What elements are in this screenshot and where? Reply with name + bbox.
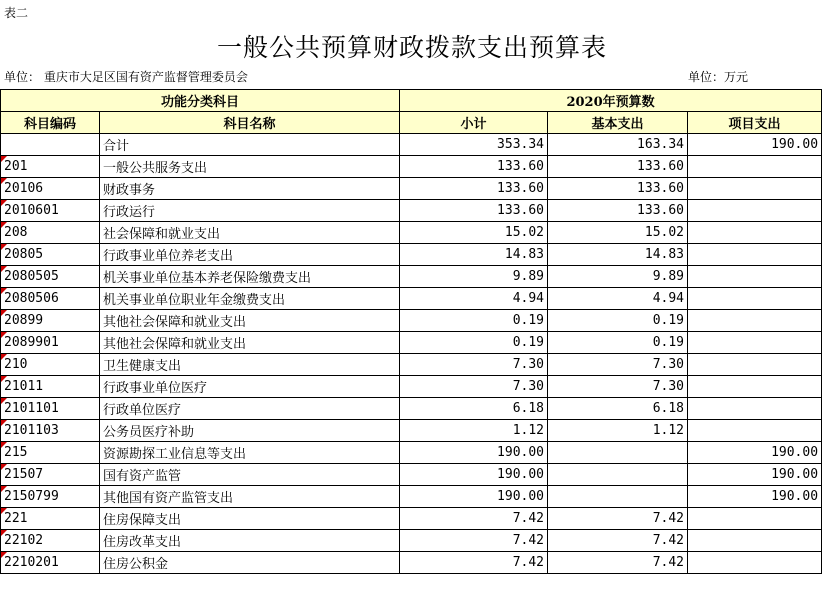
cell-name[interactable]: 合计: [100, 134, 400, 156]
header-subtotal: 小计: [400, 112, 548, 134]
cell-subtotal[interactable]: 6.18: [400, 398, 548, 420]
cell-name[interactable]: 住房改革支出: [100, 530, 400, 552]
cell-basic-expense[interactable]: 9.89: [548, 266, 688, 288]
cell-basic-expense[interactable]: 7.42: [548, 508, 688, 530]
header-functional-classification: 功能分类科目: [1, 90, 400, 112]
comment-marker-icon: [1, 222, 7, 228]
table-row: [1, 464, 822, 486]
table-body: [1, 134, 822, 574]
cell-code[interactable]: [1, 464, 100, 486]
comment-marker-icon: [1, 156, 7, 162]
cell-project-expense[interactable]: 190.00: [688, 464, 822, 486]
code-text: 2150799: [4, 489, 59, 504]
code-text: 22102: [4, 533, 44, 548]
code-text: 215: [4, 445, 28, 460]
code-text: 2101103: [4, 423, 59, 438]
cell-name[interactable]: 行政事业单位养老支出: [100, 244, 400, 266]
cell-subtotal[interactable]: 7.30: [400, 376, 548, 398]
comment-marker-icon: [1, 398, 7, 404]
cell-project-expense[interactable]: [688, 332, 822, 354]
cell-project-expense[interactable]: [688, 266, 822, 288]
cell-basic-expense[interactable]: [548, 464, 688, 486]
cell-code[interactable]: [1, 354, 100, 376]
cell-name[interactable]: 其他国有资产监管支出: [100, 486, 400, 508]
cell-basic-expense[interactable]: 6.18: [548, 398, 688, 420]
comment-marker-icon: [1, 288, 7, 294]
cell-code[interactable]: [1, 508, 100, 530]
cell-name[interactable]: 卫生健康支出: [100, 354, 400, 376]
cell-basic-expense[interactable]: 7.42: [548, 530, 688, 552]
comment-marker-icon: [1, 332, 7, 338]
table-row: [1, 376, 822, 398]
cell-code[interactable]: [1, 178, 100, 200]
cell-code[interactable]: [1, 244, 100, 266]
header-project-expense: 项目支出: [688, 112, 822, 134]
cell-code[interactable]: [1, 310, 100, 332]
code-text: 208: [4, 225, 28, 240]
cell-code[interactable]: [1, 376, 100, 398]
comment-marker-icon: [1, 552, 7, 558]
cell-subtotal[interactable]: 7.42: [400, 508, 548, 530]
cell-project-expense[interactable]: 190.00: [688, 486, 822, 508]
comment-marker-icon: [1, 420, 7, 426]
cell-name[interactable]: 资源勘探工业信息等支出: [100, 442, 400, 464]
code-text: 20106: [4, 181, 44, 196]
code-text: 20805: [4, 247, 44, 262]
cell-project-expense[interactable]: [688, 288, 822, 310]
header-basic-expense: 基本支出: [548, 112, 688, 134]
cell-subtotal[interactable]: 190.00: [400, 486, 548, 508]
cell-name[interactable]: 行政运行: [100, 200, 400, 222]
cell-subtotal[interactable]: 133.60: [400, 200, 548, 222]
comment-marker-icon: [1, 530, 7, 536]
comment-marker-icon: [1, 310, 7, 316]
comment-marker-icon: [1, 486, 7, 492]
cell-name[interactable]: 国有资产监管: [100, 464, 400, 486]
cell-basic-expense[interactable]: 14.83: [548, 244, 688, 266]
cell-name[interactable]: 其他社会保障和就业支出: [100, 332, 400, 354]
cell-code[interactable]: [1, 552, 100, 574]
table-row: [1, 266, 822, 288]
cell-subtotal[interactable]: 0.19: [400, 310, 548, 332]
code-text: 210: [4, 357, 28, 372]
cell-basic-expense[interactable]: 163.34: [548, 134, 688, 156]
cell-code[interactable]: [1, 134, 100, 156]
cell-subtotal[interactable]: 7.42: [400, 530, 548, 552]
cell-project-expense[interactable]: 190.00: [688, 134, 822, 156]
code-text: 2210201: [4, 555, 59, 570]
header-name: 科目名称: [100, 112, 400, 134]
cell-name[interactable]: 行政单位医疗: [100, 398, 400, 420]
cell-subtotal[interactable]: 353.34: [400, 134, 548, 156]
cell-project-expense[interactable]: [688, 244, 822, 266]
cell-project-expense[interactable]: [688, 508, 822, 530]
table-row: [1, 354, 822, 376]
comment-marker-icon: [1, 354, 7, 360]
cell-subtotal[interactable]: 133.60: [400, 178, 548, 200]
cell-project-expense[interactable]: 190.00: [688, 442, 822, 464]
table-row: [1, 178, 822, 200]
cell-project-expense[interactable]: [688, 354, 822, 376]
code-text: 21011: [4, 379, 44, 394]
cell-basic-expense[interactable]: 0.19: [548, 310, 688, 332]
cell-basic-expense[interactable]: 7.42: [548, 552, 688, 574]
cell-project-expense[interactable]: [688, 156, 822, 178]
cell-subtotal[interactable]: 4.94: [400, 288, 548, 310]
cell-basic-expense[interactable]: 133.60: [548, 156, 688, 178]
header-code: 科目编码: [1, 112, 100, 134]
table-number-label: 表二: [4, 6, 29, 20]
cell-project-expense[interactable]: [688, 376, 822, 398]
cell-subtotal[interactable]: 190.00: [400, 442, 548, 464]
cell-name[interactable]: 行政事业单位医疗: [100, 376, 400, 398]
cell-code[interactable]: [1, 530, 100, 552]
comment-marker-icon: [1, 200, 7, 206]
table-row: [1, 244, 822, 266]
cell-basic-expense[interactable]: 133.60: [548, 200, 688, 222]
cell-name[interactable]: 社会保障和就业支出: [100, 222, 400, 244]
cell-name[interactable]: 机关事业单位基本养老保险缴费支出: [100, 266, 400, 288]
cell-project-expense[interactable]: [688, 200, 822, 222]
cell-basic-expense[interactable]: 4.94: [548, 288, 688, 310]
budget-table: [0, 89, 822, 574]
cell-code[interactable]: [1, 486, 100, 508]
cell-basic-expense[interactable]: [548, 442, 688, 464]
cell-subtotal[interactable]: 14.83: [400, 244, 548, 266]
table-row: [1, 442, 822, 464]
cell-name[interactable]: 一般公共服务支出: [100, 156, 400, 178]
cell-project-expense[interactable]: [688, 398, 822, 420]
cell-code[interactable]: [1, 332, 100, 354]
cell-name[interactable]: 住房保障支出: [100, 508, 400, 530]
cell-basic-expense[interactable]: 1.12: [548, 420, 688, 442]
code-text: 2080506: [4, 291, 59, 306]
comment-marker-icon: [1, 266, 7, 272]
cell-basic-expense[interactable]: 0.19: [548, 332, 688, 354]
table-row: [1, 310, 822, 332]
cell-code[interactable]: [1, 288, 100, 310]
cell-code[interactable]: [1, 200, 100, 222]
cell-subtotal[interactable]: 7.30: [400, 354, 548, 376]
table-row: [1, 156, 822, 178]
unit-organization: 单位： 重庆市大足区国有资产监督管理委员会: [4, 70, 248, 84]
code-text: 2089901: [4, 335, 59, 350]
comment-marker-icon: [1, 508, 7, 514]
cell-basic-expense[interactable]: 15.02: [548, 222, 688, 244]
page-title: 一般公共预算财政拨款支出预算表: [216, 33, 607, 62]
cell-subtotal[interactable]: 7.42: [400, 552, 548, 574]
code-text: 201: [4, 159, 28, 174]
cell-subtotal[interactable]: 15.02: [400, 222, 548, 244]
table-row: [1, 288, 822, 310]
comment-marker-icon: [1, 178, 7, 184]
table-row: [1, 200, 822, 222]
table-row: [1, 552, 822, 574]
code-text: 2010601: [4, 203, 59, 218]
cell-project-expense[interactable]: [688, 178, 822, 200]
cell-project-expense[interactable]: [688, 420, 822, 442]
code-text: 2101101: [4, 401, 59, 416]
cell-project-expense[interactable]: [688, 530, 822, 552]
cell-basic-expense[interactable]: 7.30: [548, 354, 688, 376]
cell-name[interactable]: 机关事业单位职业年金缴费支出: [100, 288, 400, 310]
code-text: 2080505: [4, 269, 59, 284]
cell-name[interactable]: 其他社会保障和就业支出: [100, 310, 400, 332]
table-row: [1, 486, 822, 508]
cell-code[interactable]: [1, 420, 100, 442]
cell-basic-expense[interactable]: 7.30: [548, 376, 688, 398]
cell-name[interactable]: 财政事务: [100, 178, 400, 200]
code-text: 221: [4, 511, 28, 526]
cell-code[interactable]: [1, 222, 100, 244]
cell-basic-expense[interactable]: [548, 486, 688, 508]
comment-marker-icon: [1, 442, 7, 448]
cell-subtotal[interactable]: 190.00: [400, 464, 548, 486]
cell-project-expense[interactable]: [688, 222, 822, 244]
cell-code[interactable]: [1, 266, 100, 288]
unit-currency: 单位：万元: [688, 70, 749, 84]
cell-code[interactable]: [1, 156, 100, 178]
cell-subtotal[interactable]: 1.12: [400, 420, 548, 442]
comment-marker-icon: [1, 464, 7, 470]
table-row: [1, 332, 822, 354]
table-row: [1, 420, 822, 442]
header-budget-year: 2020年预算数: [400, 90, 822, 112]
cell-subtotal[interactable]: 133.60: [400, 156, 548, 178]
code-text: 21507: [4, 467, 44, 482]
cell-basic-expense[interactable]: 133.60: [548, 178, 688, 200]
table-row: [1, 398, 822, 420]
table-row: [1, 530, 822, 552]
comment-marker-icon: [1, 376, 7, 382]
cell-project-expense[interactable]: [688, 310, 822, 332]
cell-name[interactable]: 公务员医疗补助: [100, 420, 400, 442]
table-row: [1, 134, 822, 156]
cell-code[interactable]: [1, 398, 100, 420]
cell-project-expense[interactable]: [688, 552, 822, 574]
table-row: [1, 508, 822, 530]
cell-subtotal[interactable]: 0.19: [400, 332, 548, 354]
code-text: 20899: [4, 313, 44, 328]
comment-marker-icon: [1, 244, 7, 250]
cell-code[interactable]: [1, 442, 100, 464]
cell-subtotal[interactable]: 9.89: [400, 266, 548, 288]
cell-name[interactable]: 住房公积金: [100, 552, 400, 574]
table-row: [1, 222, 822, 244]
